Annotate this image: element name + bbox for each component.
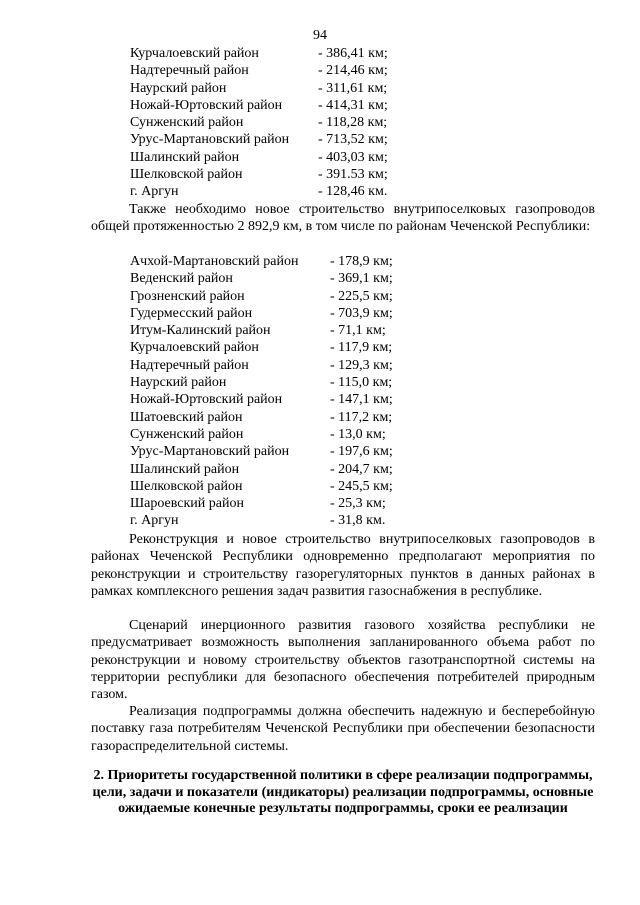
district-length: - 117,2 км; [330,409,393,425]
district-length: - 128,46 км. [318,184,388,200]
district-length: - 31,8 км. [330,513,386,529]
district-name: Надтеречный район [130,357,249,373]
district-length: - 713,52 км; [318,132,388,148]
district-length: - 147,1 км; [330,392,393,408]
district-name: Сунженский район [130,426,244,442]
district-name: Ножай-Юртовский район [130,97,283,113]
paragraph-reconstruction: Реконструкция и новое строительство внутрипоселковых газопроводов в районах Чеченской Республики одновременно предполагают мероприятия по реконструкции и строительству газорегуляторных пунктов в данных районах в рамках комплексного решения задач развития газоснабжения в республике. [91,532,595,599]
district-name: Наурский район [130,375,227,391]
district-length: - 225,5 км; [330,288,393,304]
district-length: - 403,03 км; [318,149,388,165]
district-length: - 703,9 км; [330,305,393,321]
district-name: Наурский район [130,80,227,96]
district-length: - 25,3 км; [330,496,386,512]
district-name: Ачхой-Мартановский район [130,254,299,269]
district-length: - 214,46 км; [318,63,388,79]
district-name: Ножай-Юртовский район [130,392,283,408]
district-name: Шалинский район [130,461,240,477]
district-name: Шелковской район [130,478,243,494]
district-name: Надтеречный район [130,63,249,79]
district-name: Курчалоевский район [130,46,259,61]
district-name: г. Аргун [130,184,179,200]
district-length: - 386,41 км; [318,46,388,61]
district-length: - 71,1 км; [330,323,386,339]
district-length: - 178,9 км; [330,254,393,269]
district-length: - 414,31 км; [318,97,388,113]
section-heading: 2. Приоритеты государственной политики в сфере реализации подпрограммы, цели, задачи и показатели (индикаторы) реализации подпрограммы, основные ожидаемые конечные результаты подпрограммы, сроки ее реализации [92,768,594,816]
district-name: Шароевский район [130,496,244,512]
district-name: Курчалоевский район [130,340,259,356]
district-length: - 311,61 км; [318,80,388,96]
district-name: Итум-Калинский район [130,323,271,339]
district-length: - 245,5 км; [330,478,393,494]
district-name: Шатоевский район [130,409,243,425]
district-name: Урус-Мартановский район [130,132,290,148]
district-length: - 204,7 км; [330,461,393,477]
district-length: - 115,0 км; [330,375,393,391]
district-name: г. Аргун [130,513,179,529]
district-name: Сунженский район [130,115,244,131]
district-length: - 129,3 км; [330,357,393,373]
district-name: Урус-Мартановский район [130,444,290,460]
paragraph-inertial-scenario: Сценарий инерционного развития газового хозяйства республики не предусматривает возможность выполнения запланированного объема работ по реконструкции и новому строительству объектов газотранспортной системы на территории республики для безопасного обеспечения потребителей природным газом. [91,618,595,703]
district-name: Шалинский район [130,149,240,165]
district-name: Гудермесский район [130,305,253,321]
district-name: Веденский район [130,271,233,287]
district-length: - 118,28 км; [318,115,388,131]
district-length: - 13,0 км; [330,426,386,442]
district-name: Грозненский район [130,288,245,304]
paragraph-new-construction: Также необходимо новое строительство внутрипоселковых газопроводов общей протяженностью 2 892,9 км, в том числе по районам Чеченской Республики: [91,202,595,235]
district-length: - 117,9 км; [330,340,393,356]
page-number: 94 [313,28,327,43]
district-length: - 369,1 км; [330,271,393,287]
district-name: Шелковской район [130,167,243,183]
paragraph-implementation: Реализация подпрограммы должна обеспечить надежную и бесперебойную поставку газа потребителям Чеченской Республики при обеспечении безопасности газораспределительной системы. [91,704,595,754]
district-length: - 197,6 км; [330,444,393,460]
district-length: - 391.53 км; [318,167,388,183]
